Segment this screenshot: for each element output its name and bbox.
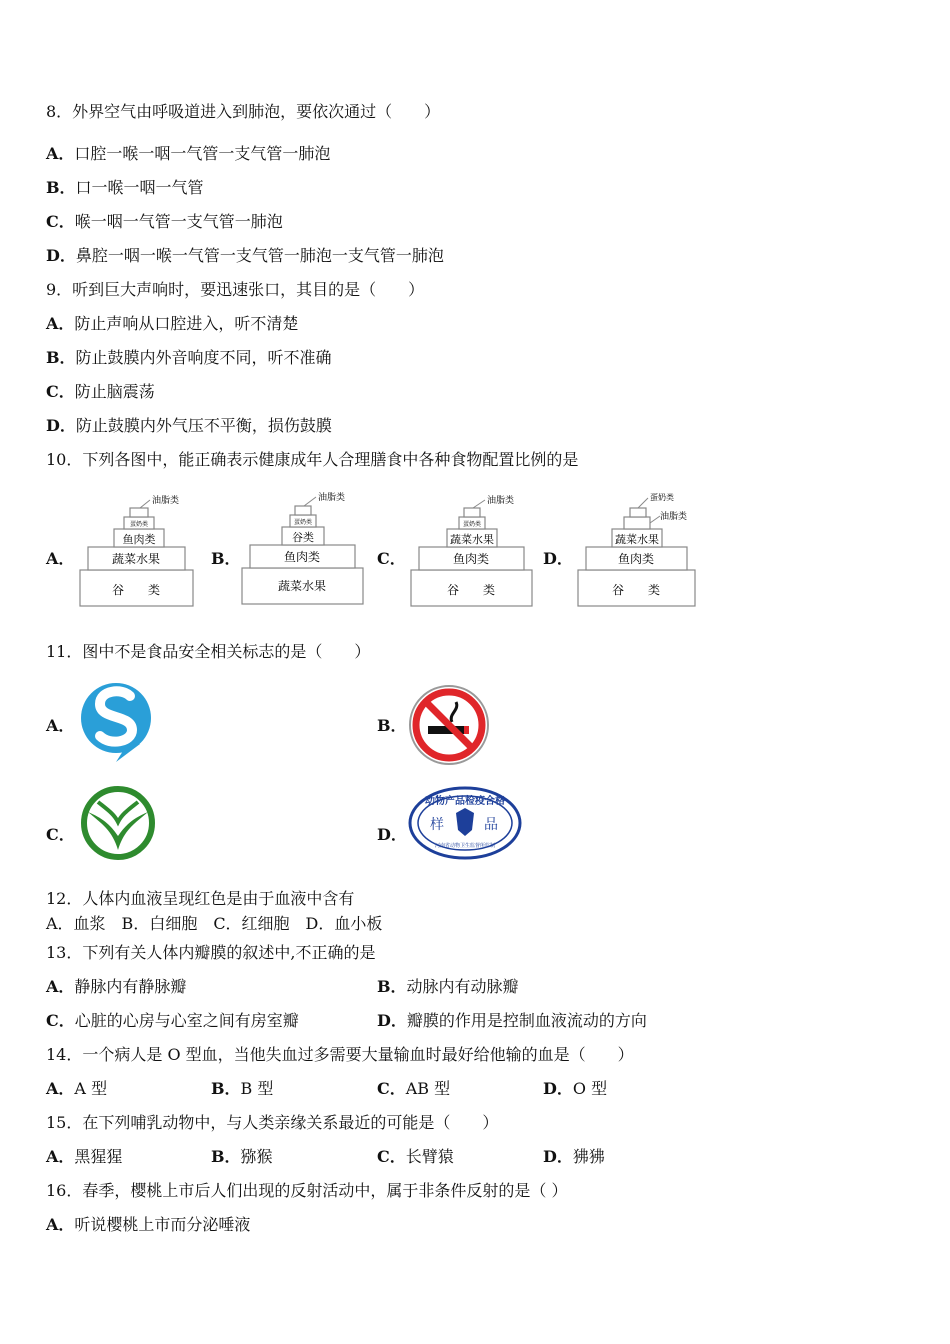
q14-stem: 14．一个病人是 O 型血，当他失血过多需要大量输血时最好给他输的血是（ ）: [46, 1045, 634, 1064]
seal-top-text: 动物产品检疫合格: [425, 796, 505, 807]
food-pyramid-c: [409, 488, 535, 610]
option-text: AB 型: [405, 1079, 451, 1098]
pointer-line: [638, 498, 648, 508]
option-text: 静脉内有静脉瓣: [74, 977, 187, 996]
option-label: C．: [46, 1011, 75, 1030]
pyramid-label: 蛋奶类: [129, 521, 149, 528]
q10-option-d-label: D．: [543, 549, 573, 568]
q13-option-d: [377, 1010, 647, 1032]
q8-option-a: [46, 143, 330, 165]
q13-option-a: [46, 976, 186, 998]
option-text: 狒狒: [572, 1147, 605, 1166]
pyramid-label: 鱼肉类: [283, 550, 321, 564]
pyramid-label: 蛋奶类: [650, 493, 674, 502]
pyramid-label: 油脂类: [660, 512, 688, 522]
q15-stem: 15．在下列哺乳动物中，与人类亲缘关系最近的可能是（ ）: [46, 1113, 499, 1132]
pyramid-label: 谷 类: [611, 583, 661, 597]
option-label: D．: [543, 1079, 573, 1098]
cigarette-tip: [464, 726, 469, 734]
pyramid-layer: [630, 508, 646, 517]
pyramid-label: 谷 类: [111, 583, 161, 597]
option-label: A．: [46, 1215, 75, 1234]
pyramid-label: 油脂类: [318, 493, 346, 503]
pyramid-label: 鱼肉类: [452, 552, 490, 566]
option-text: 心脏的心房与心室之间有房室瓣: [74, 1011, 299, 1030]
pyramid-layer: [624, 517, 650, 529]
pyramid-label: 蔬菜水果: [277, 579, 327, 593]
green-leaf: [88, 812, 148, 850]
q9-option-a: [46, 313, 298, 335]
option-text: 听说樱桃上市而分泌唾液: [74, 1215, 251, 1234]
option-label: C．: [46, 382, 75, 401]
pyramid-label: 蛋奶类: [293, 519, 313, 526]
q9-option-c: [46, 381, 155, 403]
pyramid-label: 蔬菜水果: [450, 533, 494, 546]
q8-option-b: [46, 177, 204, 199]
q14-option-d: [543, 1078, 607, 1100]
q9-stem: 9．听到巨大声响时，要迅速张口，其目的是（ ）: [46, 280, 425, 299]
pyramid-layer: [464, 508, 480, 517]
q13-option-b: [377, 976, 519, 998]
option-label: A．: [46, 1079, 75, 1098]
pyramid-layer: [130, 508, 148, 517]
pyramid-layer: [295, 506, 311, 515]
option-text: 防止脑震荡: [74, 382, 155, 401]
q11-option-a-label: A．: [46, 716, 75, 735]
pyramid-label: 蔬菜水果: [615, 533, 659, 546]
pyramid-label: 油脂类: [487, 496, 515, 506]
q10-option-a-label: A．: [46, 549, 75, 568]
option-text: 防止鼓膜内外气压不平衡，损伤鼓膜: [75, 416, 332, 435]
green-sprout: [98, 802, 138, 822]
q15-option-a: [46, 1146, 122, 1168]
q11-option-c-label: C．: [46, 825, 75, 844]
seal-bottom-text: 河南省动物卫生监督所监制: [434, 843, 495, 849]
option-label: D．: [46, 246, 76, 265]
pyramid-label: 蔬菜水果: [111, 552, 161, 566]
q12-stem: 12．人体内血液呈现红色是由于血液中含有: [46, 889, 355, 908]
green-food-icon: [78, 784, 158, 862]
option-text: 猕猴: [240, 1147, 273, 1166]
option-text: 口一喉一咽一气管: [75, 178, 204, 197]
q10-option-b-label: B．: [211, 549, 241, 568]
option-text: 黑猩猩: [74, 1147, 123, 1166]
option-text: 动脉内有动脉瓣: [406, 977, 519, 996]
option-text: 长臂猿: [405, 1147, 454, 1166]
option-text: 防止鼓膜内外音响度不同，听不准确: [75, 348, 332, 367]
q15-option-b: [211, 1146, 273, 1168]
option-label: B．: [377, 977, 407, 996]
seal-right-text: 品: [484, 817, 498, 833]
q10-option-c-label: C．: [377, 549, 406, 568]
q13-stem: 13．下列有关人体内瓣膜的叙述中,不正确的是: [46, 943, 376, 962]
pointer-line: [140, 500, 150, 508]
q11-stem: 11．图中不是食品安全相关标志的是（ ）: [46, 642, 371, 661]
q9-option-b: [46, 347, 332, 369]
q16-stem: 16．春季，樱桃上市后人们出现的反射活动中，属于非条件反射的是（ ）: [46, 1181, 568, 1200]
option-text: O 型: [572, 1079, 608, 1098]
pyramid-label: 谷 类: [446, 583, 496, 597]
option-text: 喉一咽一气管一支气管一肺泡: [74, 212, 283, 231]
food-pyramid-d: [576, 488, 698, 610]
seal-left-text: 样: [430, 817, 444, 833]
pyramid-label: 油脂类: [152, 496, 180, 506]
option-label: A．: [46, 977, 75, 996]
option-label: B．: [46, 178, 76, 197]
option-label: C．: [46, 212, 75, 231]
pointer-line: [650, 516, 660, 523]
pyramid-label: 蛋奶类: [462, 521, 482, 528]
q8-option-d: [46, 245, 444, 267]
pointer-line: [473, 500, 485, 508]
option-label: D．: [377, 1011, 407, 1030]
q10-stem: 10．下列各图中，能正确表示健康成年人合理膳食中各种食物配置比例的是: [46, 450, 579, 469]
q12-options: A．血浆 B．白细胞 C．红细胞 D．血小板: [46, 914, 383, 933]
q14-option-c: [377, 1078, 450, 1100]
q11-option-b-label: B．: [377, 716, 407, 735]
q14-option-b: [211, 1078, 273, 1100]
pyramid-label: 谷类: [292, 531, 314, 544]
option-label: A．: [46, 1147, 75, 1166]
no-smoking-icon: [408, 684, 490, 766]
option-label: B．: [46, 348, 76, 367]
option-label: C．: [377, 1147, 406, 1166]
option-text: 瓣膜的作用是控制血液流动的方向: [406, 1011, 647, 1030]
option-text: 口腔一喉一咽一气管一支气管一肺泡: [74, 144, 331, 163]
food-pyramid-a: [78, 488, 196, 610]
qs-logo-icon: [78, 678, 156, 764]
q14-option-a: [46, 1078, 107, 1100]
food-pyramid-b: [240, 486, 366, 608]
option-text: A 型: [74, 1079, 108, 1098]
q15-option-c: [377, 1146, 454, 1168]
option-label: A．: [46, 144, 75, 163]
q13-option-c: [46, 1010, 299, 1032]
q8-option-c: [46, 211, 283, 233]
pyramid-label: 鱼肉类: [617, 552, 655, 566]
option-label: C．: [377, 1079, 406, 1098]
quarantine-seal: [408, 786, 522, 860]
option-label: B．: [211, 1079, 241, 1098]
q11-option-d-label: D．: [377, 825, 407, 844]
q15-option-d: [543, 1146, 605, 1168]
option-label: D．: [46, 416, 76, 435]
pointer-line: [304, 497, 316, 506]
option-label: D．: [543, 1147, 573, 1166]
option-text: B 型: [240, 1079, 274, 1098]
q9-option-d: [46, 415, 332, 437]
q16-option-a: [46, 1214, 250, 1236]
option-label: A．: [46, 314, 75, 333]
pyramid-label: 鱼肉类: [122, 533, 156, 546]
option-label: B．: [211, 1147, 241, 1166]
q8-stem: 8．外界空气由呼吸道进入到肺泡，要依次通过（ ）: [46, 102, 441, 121]
option-text: 鼻腔一咽一喉一气管一支气管一肺泡一支气管一肺泡: [75, 246, 444, 265]
option-text: 防止声响从口腔进入，听不清楚: [74, 314, 299, 333]
